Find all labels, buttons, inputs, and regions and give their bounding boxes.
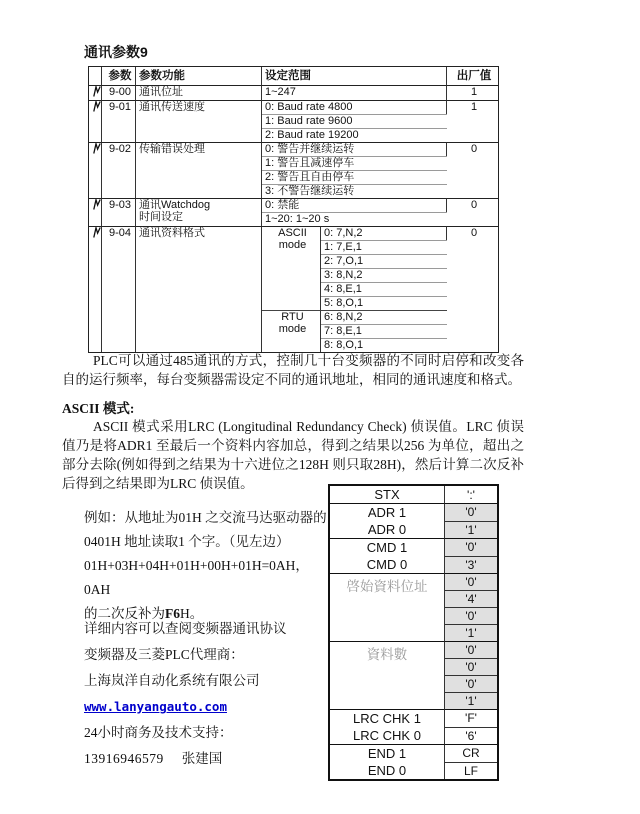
param-number: 9-04 xyxy=(102,226,136,352)
ascii-mode-cell xyxy=(262,226,321,310)
param-number: 9-02 xyxy=(102,142,136,198)
range-cell: 8: 8,O,1 xyxy=(321,338,447,352)
frame-value: '0' xyxy=(445,538,497,556)
range-cell: 5: 8,O,1 xyxy=(321,296,447,310)
frame-value: '0' xyxy=(445,658,497,675)
mode-label-line: mode xyxy=(278,323,307,335)
symbol-header-cell xyxy=(89,67,102,85)
plc-paragraph: PLC可以通过485通讯的方式，控制几十台变频器的不同时启停和改变各自的运行频率，每台变频器需设定不同的通讯地址，相同的通讯速度和格式。 xyxy=(62,353,524,387)
param-number: 9-01 xyxy=(102,100,136,142)
frame-value: '0' xyxy=(445,503,497,521)
frame-row-stx xyxy=(330,486,497,503)
frame-value: '4' xyxy=(445,590,497,607)
frame-value: LF xyxy=(445,762,497,780)
param-header: 参数 xyxy=(102,67,136,85)
range-cell: 1: 7,E,1 xyxy=(321,240,447,254)
frame-label-group xyxy=(330,744,445,779)
param-row-9-04 xyxy=(89,226,498,240)
frame-row-lrc xyxy=(330,709,497,727)
contact-line: 24小时商务及技术支持： xyxy=(84,725,233,740)
frame-label: LRC CHK 1 xyxy=(353,711,421,726)
website-link[interactable]: www.lanyangauto.com xyxy=(84,699,227,714)
lightning-icon xyxy=(89,142,102,198)
param-func-line1: 通讯Watchdog xyxy=(139,199,211,211)
mode-label-line: RTU xyxy=(281,311,304,323)
factory-header: 出厂值 xyxy=(456,70,492,82)
range-cell: 1: 警告且减速停车 xyxy=(262,156,447,170)
parameter-table xyxy=(88,66,499,353)
page-title: 通讯参数9 xyxy=(84,44,148,60)
range-cell: 1~20: 1~20 s xyxy=(262,212,447,226)
factory-value: 0 xyxy=(447,142,498,198)
range-cell: 3: 不警告继续运转 xyxy=(262,184,447,198)
frame-row-end xyxy=(330,744,497,762)
frame-label: CMD 1 xyxy=(366,540,408,555)
frame-value: 'F' xyxy=(445,709,497,727)
frame-value: '3' xyxy=(445,556,497,574)
range-cell: 6: 8,N,2 xyxy=(321,310,447,324)
param-row-9-02 xyxy=(89,142,498,156)
range-cell: 0: Baud rate 4800 xyxy=(262,100,447,114)
frame-value: '0' xyxy=(445,573,497,590)
ascii-frame-table xyxy=(328,484,499,781)
example-line: 0401H 地址读取1 个字。（见左边） xyxy=(84,534,290,549)
frame-value: '6' xyxy=(445,727,497,745)
param-func: 传输错误处理 xyxy=(136,142,262,198)
mode-label-line: mode xyxy=(278,239,307,251)
frame-value: CR xyxy=(445,744,497,762)
range-cell: 7: 8,E,1 xyxy=(321,324,447,338)
rtu-mode-cell xyxy=(262,310,321,352)
example-block xyxy=(84,506,334,626)
lightning-icon xyxy=(89,85,102,100)
frame-row-adr xyxy=(330,503,497,521)
param-number: 9-03 xyxy=(102,198,136,226)
range-cell: 1~247 xyxy=(262,85,447,100)
example-line: 01H+03H+04H+01H+00H+01H=0AH，0AH xyxy=(84,558,309,597)
param-row-9-03 xyxy=(89,198,498,212)
range-cell: 2: 警告且自由停车 xyxy=(262,170,447,184)
frame-label: 啓始資料位址 xyxy=(330,573,445,641)
frame-label: LRC CHK 0 xyxy=(353,728,421,743)
lightning-icon xyxy=(89,198,102,226)
contact-line: 上海岚洋自动化系统有限公司 xyxy=(84,673,260,688)
contact-line xyxy=(84,746,334,772)
frame-value: '0' xyxy=(445,641,497,658)
range-cell: 1: Baud rate 9600 xyxy=(262,114,447,128)
bold-value: F6 xyxy=(165,606,180,621)
param-func: 通讯传送速度 xyxy=(136,100,262,142)
param-func: 通讯资料格式 xyxy=(136,226,262,352)
frame-row-cmd xyxy=(330,538,497,556)
factory-value: 0 xyxy=(447,226,498,352)
range-cell: 2: 7,O,1 xyxy=(321,254,447,268)
frame-label: ADR 1 xyxy=(367,505,407,520)
range-cell: 0: 7,N,2 xyxy=(321,226,447,240)
param-row-9-00 xyxy=(89,85,498,100)
frame-value: '1' xyxy=(445,624,497,641)
contact-line xyxy=(84,694,334,720)
contact-block xyxy=(84,616,334,772)
frame-value: ':' xyxy=(467,487,475,502)
lightning-icon xyxy=(89,100,102,142)
contact-name: 张建国 xyxy=(181,751,223,766)
frame-label-group xyxy=(330,538,445,573)
frame-value: '0' xyxy=(445,675,497,692)
range-cell: 4: 8,E,1 xyxy=(321,282,447,296)
frame-value: '0' xyxy=(445,607,497,624)
mode-label-line: ASCII xyxy=(278,227,307,239)
example-line: 例如：从地址为01H 之交流马达驱动器的 xyxy=(84,510,327,525)
frame-label-group xyxy=(330,503,445,538)
param-number: 9-00 xyxy=(102,85,136,100)
factory-value: 0 xyxy=(447,198,498,226)
range-cell: 0: 警告并继续运转 xyxy=(262,142,447,156)
contact-line: 变频器及三菱PLC代理商： xyxy=(84,647,244,662)
func-header: 参数功能 xyxy=(136,67,262,85)
range-cell: 3: 8,N,2 xyxy=(321,268,447,282)
ascii-paragraph: ASCII 模式采用LRC (Longitudinal Redundancy Check) 侦误值。LRC 侦误值乃是将ADR1 至最后一个资料内容加总，得到之结果以256 为单位，超出之部分去除(例如得到之结果为十六进位之128H 则只取28H)，然后计算二次反补后得到之结果即为LRC 侦误值。 xyxy=(62,419,524,491)
param-func xyxy=(136,198,262,226)
frame-label: CMD 0 xyxy=(366,557,408,572)
frame-value: '1' xyxy=(445,521,497,539)
frame-label-group xyxy=(330,709,445,744)
frame-label: END 0 xyxy=(367,763,407,778)
contact-line: 详细内容可以查阅变频器通讯协议 xyxy=(84,621,287,636)
frame-label: END 1 xyxy=(367,746,407,761)
param-func: 通讯位址 xyxy=(136,85,262,100)
frame-label: ADR 0 xyxy=(367,522,407,537)
range-cell: 2: Baud rate 19200 xyxy=(262,128,447,142)
factory-value: 1 xyxy=(447,100,498,142)
frame-label: STX xyxy=(330,486,445,503)
range-cell: 0: 禁能 xyxy=(262,198,447,212)
frame-row-start-addr xyxy=(330,573,497,590)
param-func-line2: 时间设定 xyxy=(139,211,183,223)
frame-row-data-count xyxy=(330,641,497,658)
ascii-mode-heading: ASCII 模式: xyxy=(62,401,135,416)
param-row-9-01 xyxy=(89,100,498,114)
phone-number: 13916946579 xyxy=(84,751,164,766)
factory-value: 1 xyxy=(447,85,498,100)
range-header: 设定范围 xyxy=(262,67,447,85)
frame-value: '1' xyxy=(445,692,497,709)
example-line: 的二次反补为F6H。 xyxy=(84,606,204,621)
table-header-row xyxy=(89,67,498,85)
frame-label: 資料數 xyxy=(330,641,445,709)
lightning-icon xyxy=(89,226,102,352)
